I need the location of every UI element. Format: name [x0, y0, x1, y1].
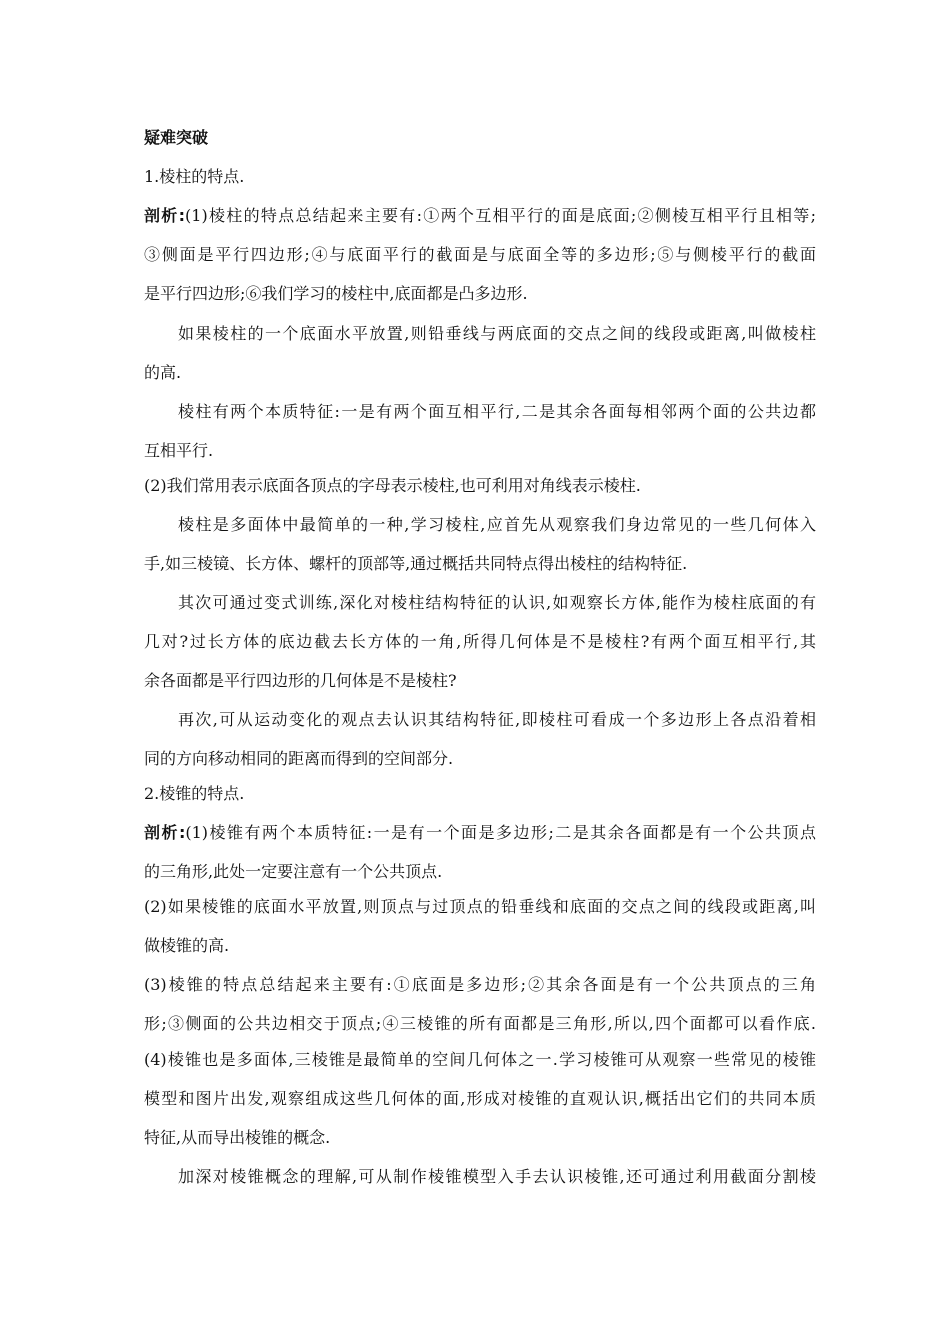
text-line: 余各面都是平行四边形的几何体是不是棱柱?	[144, 671, 457, 690]
analysis-label: 剖析:	[144, 823, 186, 842]
text-line: 特征,从而导出棱锥的概念.	[144, 1128, 331, 1147]
text-line: 的三角形,此处一定要注意有一个公共顶点.	[144, 862, 443, 881]
text-line: (2)如果棱锥的底面水平放置,则顶点与过顶点的铅垂线和底面的交点之间的线段或距离,叫	[144, 897, 816, 916]
text-line: 手,如三棱镜、长方体、螺杆的顶部等,通过概括共同特点得出棱柱的结构特征.	[144, 554, 688, 573]
text-line: (4)棱锥也是多面体,三棱锥是最简单的空间几何体之一.学习棱锥可从观察一些常见的棱锥	[144, 1050, 816, 1069]
text-line: 剖析:(1)棱锥有两个本质特征:一是有一个面是多边形;二是其余各面都是有一个公共顶点	[144, 823, 816, 842]
text-line: 同的方向移动相同的距离而得到的空间部分.	[144, 749, 454, 768]
text-line: 棱柱有两个本质特征:一是有两个面互相平行,二是其余各面每相邻两个面的公共边都	[178, 402, 816, 421]
text-line: 互相平行.	[144, 441, 214, 460]
text-line: 剖析:(1)棱柱的特点总结起来主要有:①两个互相平行的面是底面;②侧棱互相平行且相等;	[144, 206, 816, 225]
text-line: 如果棱柱的一个底面水平放置,则铅垂线与两底面的交点之间的线段或距离,叫做棱柱	[178, 324, 816, 343]
section-heading: 疑难突破	[144, 128, 209, 147]
text-line: 模型和图片出发,观察组成这些几何体的面,形成对棱锥的直观认识,概括出它们的共同本质	[144, 1089, 816, 1108]
text-line: (3)棱锥的特点总结起来主要有:①底面是多边形;②其余各面是有一个公共顶点的三角	[144, 975, 816, 994]
text-line: (2)我们常用表示底面各顶点的字母表示棱柱,也可利用对角线表示棱柱.	[144, 476, 641, 495]
text-line: 形;③侧面的公共边相交于顶点;④三棱锥的所有面都是三角形,所以,四个面都可以看作底.	[144, 1014, 816, 1033]
text-line: 2.棱锥的特点.	[144, 784, 245, 803]
text-line: 再次,可从运动变化的观点去认识其结构特征,即棱柱可看成一个多边形上各点沿着相	[178, 710, 816, 729]
analysis-label: 剖析:	[144, 206, 186, 225]
text-line: ③侧面是平行四边形;④与底面平行的截面是与底面全等的多边形;⑤与侧棱平行的截面	[144, 245, 816, 264]
text-line: 的高.	[144, 363, 182, 382]
text-line: 其次可通过变式训练,深化对棱柱结构特征的认识,如观察长方体,能作为棱柱底面的有	[178, 593, 816, 612]
text-line: 做棱锥的高.	[144, 936, 230, 955]
text-line: 加深对棱锥概念的理解,可从制作棱锥模型入手去认识棱锥,还可通过利用截面分割棱	[178, 1167, 816, 1186]
text-line: 1.棱柱的特点.	[144, 167, 245, 186]
text-line: 是平行四边形;⑥我们学习的棱柱中,底面都是凸多边形.	[144, 284, 528, 303]
text-line: 棱柱是多面体中最简单的一种,学习棱柱,应首先从观察我们身边常见的一些几何体入	[178, 515, 816, 534]
text-line: 几对?过长方体的底边截去长方体的一角,所得几何体是不是棱柱?有两个面互相平行,其	[144, 632, 816, 651]
